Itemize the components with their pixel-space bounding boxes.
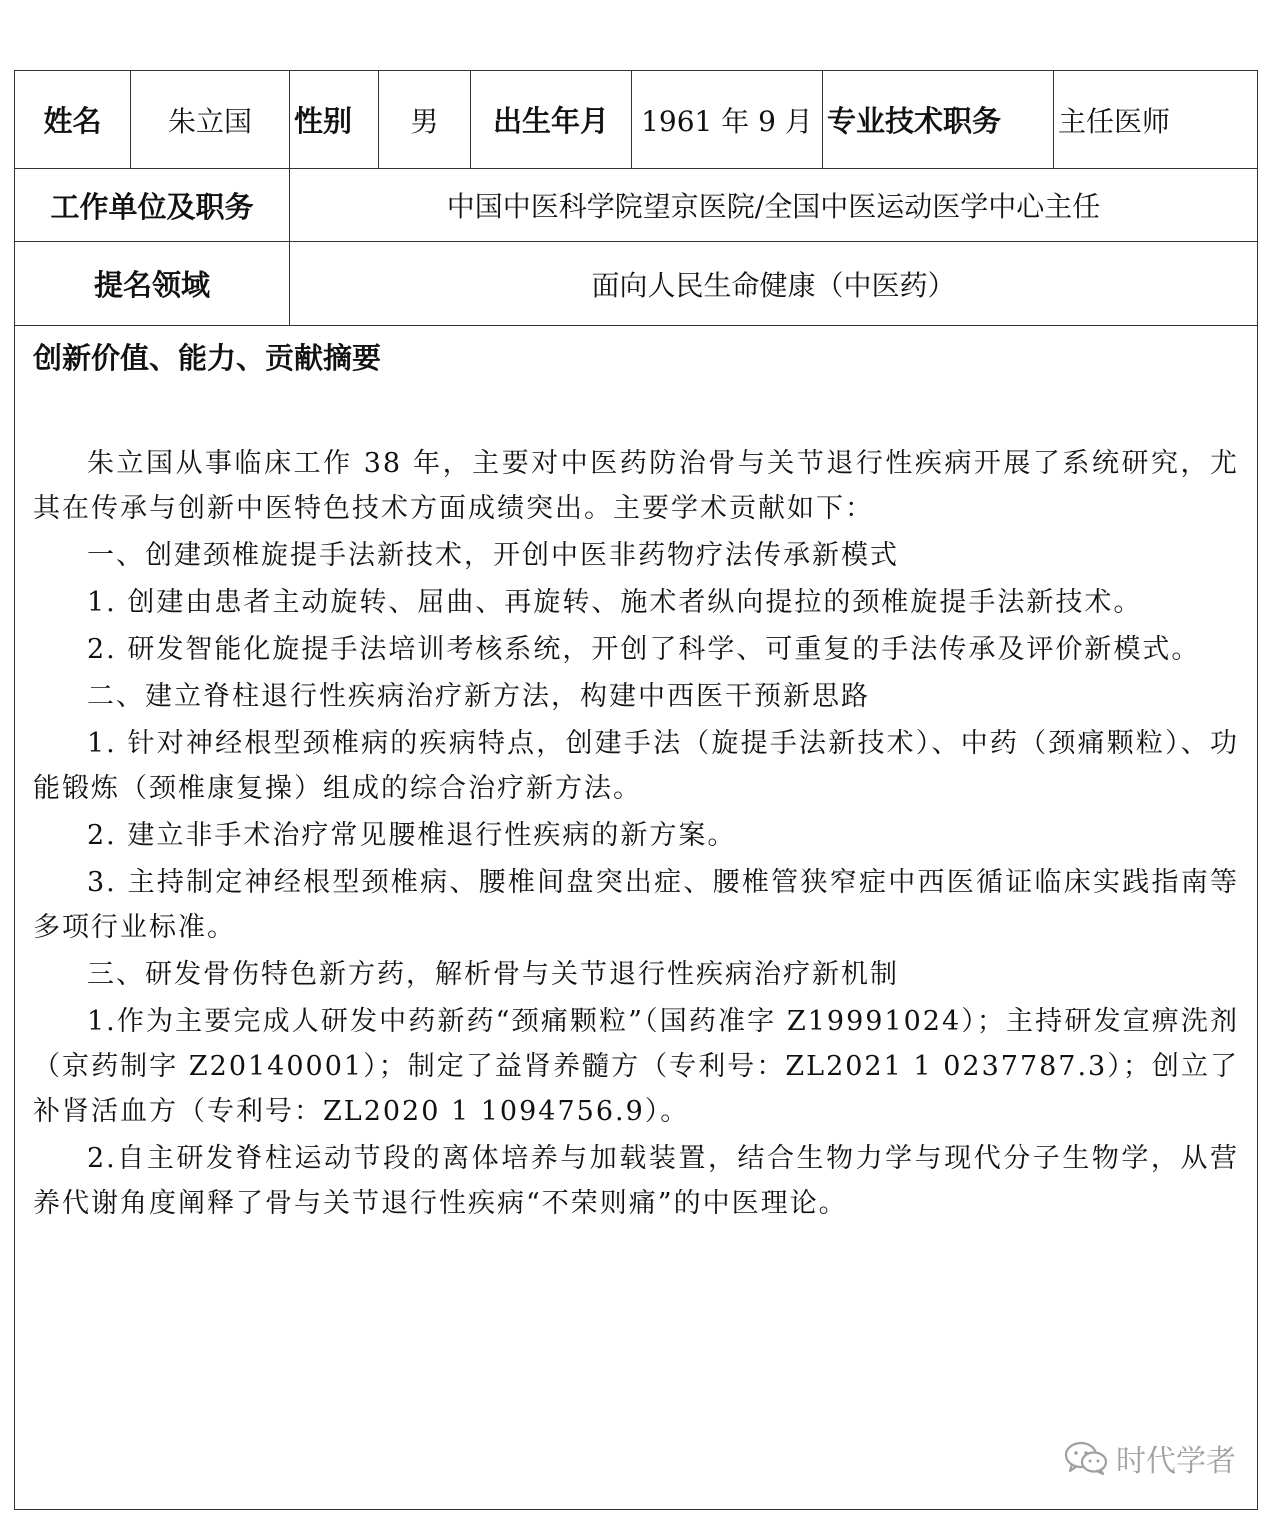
name-value: 朱立国 <box>131 71 290 168</box>
summary-body <box>33 441 1239 1228</box>
nomination-field-label: 提名领域 <box>15 242 290 325</box>
nomination-field-row <box>15 242 1257 326</box>
name-label: 姓名 <box>15 71 131 168</box>
summary-title: 创新价值、能力、贡献摘要 <box>33 341 382 375</box>
watermark <box>1064 1436 1236 1480</box>
summary-paragraph: 2. 建立非手术治疗常见腰椎退行性疾病的新方案。 <box>87 820 737 851</box>
basic-info-row <box>15 71 1257 169</box>
birth-value: 1961 年 9 月 <box>632 71 823 168</box>
summary-section <box>15 326 1257 1509</box>
work-unit-row <box>15 169 1257 242</box>
summary-paragraph: 1. 针对神经根型颈椎病的疾病特点，创建手法（旋提手法新技术）、中药（颈痛颗粒）、功能锻炼（颈椎康复操）组成的综合治疗新方法。 <box>33 728 1239 804</box>
work-unit-label: 工作单位及职务 <box>15 169 290 241</box>
summary-heading: 三、研发骨伤特色新方药，解析骨与关节退行性疾病治疗新机制 <box>87 959 899 990</box>
nomination-field-value: 面向人民生命健康（中医药） <box>591 268 956 302</box>
summary-paragraph: 1. 创建由患者主动旋转、屈曲、再旋转、施术者纵向提拉的颈椎旋提手法新技术。 <box>87 587 1143 618</box>
title-value: 主任医师 <box>1058 104 1171 138</box>
summary-heading: 二、建立脊柱退行性疾病治疗新方法，构建中西医干预新思路 <box>87 681 870 712</box>
title-label: 专业技术职务 <box>823 71 1054 168</box>
gender-label: 性别 <box>290 71 379 168</box>
summary-paragraph: 1.作为主要完成人研发中药新药“颈痛颗粒”（国药准字 Z19991024）；主持研发宣痹洗剂（京药制字 Z20140001）；制定了益肾养髓方（专利号：ZL2021 1 0237787.3）；创立了补肾活血方（专利号：ZL2020 1 1094756.9）。 <box>33 1006 1239 1127</box>
gender-value: 男 <box>379 71 471 168</box>
summary-paragraph: 2.自主研发脊柱运动节段的离体培养与加载装置，结合生物力学与现代分子生物学，从营养代谢角度阐释了骨与关节退行性疾病“不荣则痛”的中医理论。 <box>33 1143 1239 1219</box>
summary-paragraph: 朱立国从事临床工作 38 年，主要对中医药防治骨与关节退行性疾病开展了系统研究，尤其在传承与创新中医特色技术方面成绩突出。主要学术贡献如下： <box>33 448 1239 524</box>
wechat-icon <box>1064 1441 1108 1475</box>
nomination-form <box>14 70 1258 1510</box>
summary-heading: 一、创建颈椎旋提手法新技术，开创中医非药物疗法传承新模式 <box>87 540 899 571</box>
watermark-text: 时代学者 <box>1116 1444 1236 1479</box>
work-unit-value: 中国中医科学院望京医院/全国中医运动医学中心主任 <box>446 190 1101 223</box>
summary-paragraph: 2. 研发智能化旋提手法培训考核系统，开创了科学、可重复的手法传承及评价新模式。 <box>87 634 1201 665</box>
birth-label: 出生年月 <box>471 71 632 168</box>
summary-paragraph: 3. 主持制定神经根型颈椎病、腰椎间盘突出症、腰椎管狭窄症中西医循证临床实践指南等多项行业标准。 <box>33 867 1239 943</box>
